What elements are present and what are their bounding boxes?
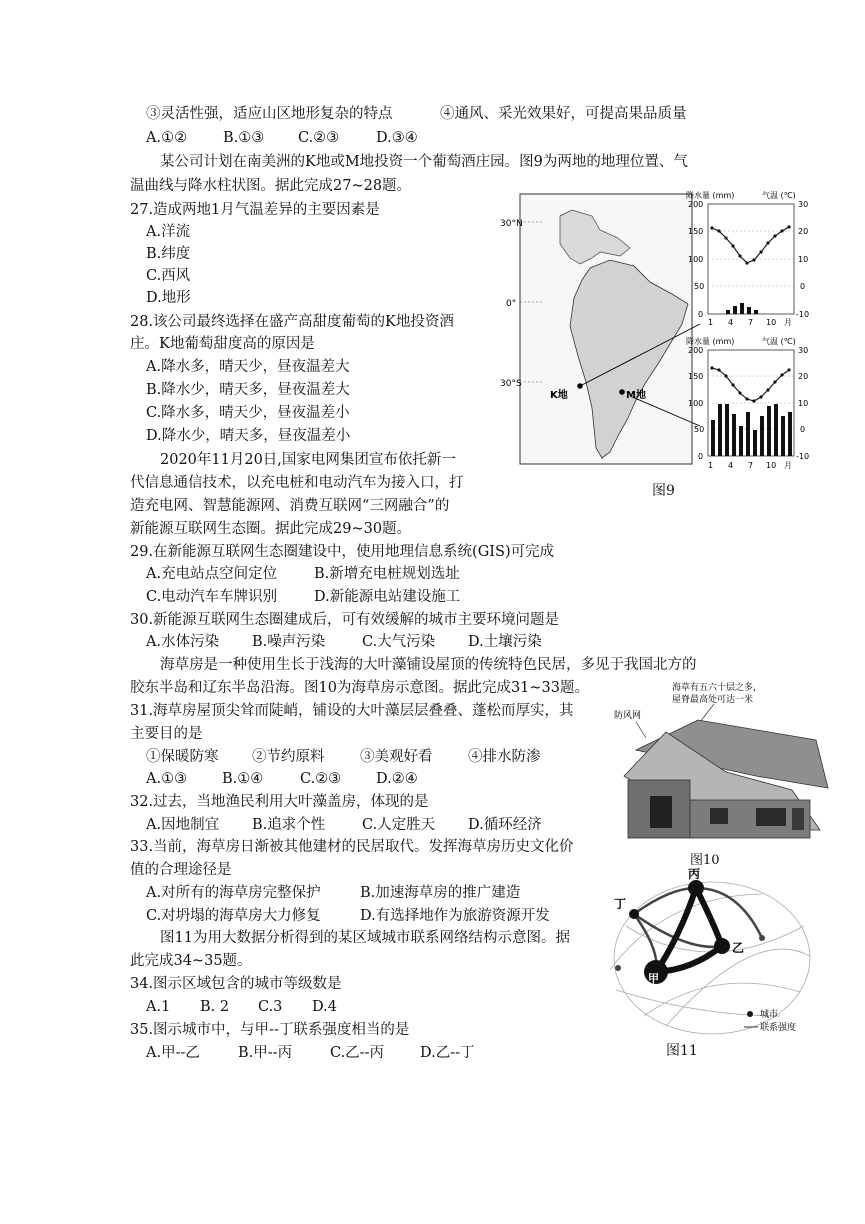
- top-x-tick-7: 7: [748, 318, 754, 327]
- q35-option-b[interactable]: B.甲--丙: [238, 1045, 293, 1061]
- bottom-left-tick-50: 50: [694, 425, 705, 434]
- top-x-tick-4: 4: [728, 318, 734, 327]
- option-c[interactable]: C.②③: [298, 130, 340, 146]
- q28-stem-2: 庄。K地葡萄甜度高的原因是: [130, 336, 315, 352]
- prev-item-4: ④通风、采光效果好，可提高果品质量: [440, 106, 687, 122]
- q29-option-b[interactable]: B.新增充电桩规划选址: [314, 566, 460, 582]
- bottom-x-tick-month: 月: [784, 461, 792, 470]
- q31-option-d[interactable]: D.②④: [376, 771, 418, 787]
- prev-item-3: ③灵活性强，适应山区地形复杂的特点: [146, 106, 393, 122]
- q32-option-c[interactable]: C.人定胜天: [362, 817, 436, 833]
- top-temp-label: 气温 (℃): [762, 191, 796, 200]
- lat-0-label: 0°: [506, 299, 517, 309]
- q33-stem-1: 33.当前，海草房日渐被其他建材的民居取代。发挥海草房历史文化价: [130, 839, 574, 855]
- bottom-precip-label: 降水量 (mm): [686, 337, 735, 346]
- top-left-tick-50: 50: [694, 282, 705, 291]
- q33-option-d[interactable]: D.有选择地作为旅游资源开发: [360, 908, 550, 924]
- top-precip-label: 降水量 (mm): [686, 191, 735, 200]
- q34-option-c[interactable]: C.3: [258, 999, 283, 1015]
- option-d[interactable]: D.③④: [376, 130, 418, 146]
- q29-option-d[interactable]: D.新能源电站建设施工: [314, 589, 461, 605]
- q28-option-b[interactable]: B.降水少，晴天多，昼夜温差大: [146, 382, 350, 398]
- bottom-temp-label: 气温 (℃): [762, 337, 796, 346]
- intro-29-line4: 新能源互联网生态圈。据此完成29~30题。: [130, 521, 412, 537]
- q33-option-b[interactable]: B.加速海草房的推广建造: [360, 885, 521, 901]
- q27-option-a[interactable]: A.洋流: [146, 224, 191, 240]
- q30-option-c[interactable]: C.大气污染: [362, 634, 436, 650]
- q29-option-c[interactable]: C.电动汽车车牌识别: [146, 589, 278, 605]
- q28-option-c[interactable]: C.降水多，晴天少，昼夜温差小: [146, 405, 350, 421]
- q34-option-b[interactable]: B. 2: [200, 999, 230, 1015]
- q31-option-a[interactable]: A.①③: [146, 771, 188, 787]
- city-bing-label: 丙: [688, 867, 701, 881]
- q27-option-b[interactable]: B.纬度: [146, 246, 191, 262]
- q30-stem: 30.新能源互联网生态圈建成后，可有效缓解的城市主要环境问题是: [130, 612, 560, 628]
- q31-item-3: ③美观好看: [360, 749, 433, 765]
- q35-option-a[interactable]: A.甲--乙: [146, 1045, 200, 1061]
- bottom-right-tick-10: 10: [798, 399, 809, 408]
- q32-option-d[interactable]: D.循环经济: [468, 817, 542, 833]
- q28-stem-1: 28.该公司最终选择在盛产高甜度葡萄的K地投资酒: [130, 314, 454, 330]
- bottom-x-tick-1: 1: [708, 461, 714, 470]
- q34-stem: 34.图示区域包含的城市等级数是: [130, 976, 342, 992]
- q33-stem-2: 值的合理途径是: [130, 862, 232, 878]
- top-x-tick-10: 10: [766, 318, 777, 327]
- q31-item-4: ④排水防渗: [468, 749, 541, 765]
- bottom-left-tick-200: 200: [688, 346, 704, 355]
- intro-31-line2: 胶东半岛和辽东半岛沿海。图10为海草房示意图。据此完成31~33题。: [130, 680, 589, 696]
- bottom-right-tick-0: 0: [800, 425, 806, 434]
- option-a[interactable]: A.①②: [146, 130, 188, 146]
- q31-stem-1: 31.海草房屋顶尖耸而陡峭，铺设的大叶藻层层叠叠、蓬松而厚实，其: [130, 703, 574, 719]
- q35-option-c[interactable]: C.乙--丙: [330, 1045, 384, 1061]
- bottom-right-tick-20: 20: [798, 372, 809, 381]
- q27-option-c[interactable]: C.西风: [146, 268, 191, 284]
- q28-option-d[interactable]: D.降水少，晴天多，昼夜温差小: [146, 428, 351, 444]
- top-x-tick-1: 1: [708, 318, 714, 327]
- q30-option-b[interactable]: B.噪声污染: [252, 634, 326, 650]
- climate-chart-m: [686, 336, 809, 470]
- top-right-tick-10: 10: [798, 255, 809, 264]
- top-left-tick-150: 150: [688, 227, 704, 236]
- q35-option-d[interactable]: D.乙--丁: [420, 1045, 475, 1061]
- city-bing: [688, 880, 704, 896]
- top-right-tick-0: 0: [800, 282, 806, 291]
- fig10-note-2: 屋脊最高处可达一米: [672, 695, 754, 705]
- intro-29-line2: 代信息通信技术，以充电桩和电动汽车为接入口，打: [130, 475, 464, 491]
- figure-11: [604, 866, 844, 1038]
- city-yi: [714, 938, 730, 954]
- q28-option-a[interactable]: A.降水多，晴天少，昼夜温差大: [146, 359, 350, 375]
- bottom-left-tick-0: 0: [698, 452, 704, 461]
- top-left-tick-200: 200: [688, 200, 704, 209]
- option-b[interactable]: B.①③: [223, 130, 265, 146]
- figure-9: [500, 186, 822, 486]
- q34-option-d[interactable]: D.4: [312, 999, 337, 1015]
- intro-31-line1: 海草房是一种使用生长于浅海的大叶藻铺设屋顶的传统特色民居，多见于我国北方的: [160, 657, 697, 673]
- bottom-right-tick-30: 30: [798, 346, 809, 355]
- bottom-left-tick-150: 150: [688, 372, 704, 381]
- q27-option-d[interactable]: D.地形: [146, 290, 191, 306]
- q35-stem: 35.图示城市中，与甲--丁联系强度相当的是: [130, 1022, 410, 1038]
- top-left-tick-100: 100: [688, 255, 704, 264]
- k-label: K地: [550, 390, 568, 401]
- city-ding-label: 丁: [614, 897, 627, 911]
- city-ding: [629, 909, 639, 919]
- figure-10-caption: 图10: [690, 853, 720, 868]
- q32-option-b[interactable]: B.追求个性: [252, 817, 326, 833]
- city-jia-label: 甲: [648, 972, 659, 985]
- intro-29-line1: 2020年11月20日,国家电网集团宣布依托新一: [160, 452, 456, 468]
- intro-27-line1: 某公司计划在南美洲的K地或M地投资一个葡萄酒庄园。图9为两地的地理位置、气: [160, 154, 688, 170]
- prev-options: [146, 128, 418, 148]
- q31-option-c[interactable]: C.②③: [300, 771, 342, 787]
- figure-9-caption: 图9: [652, 483, 675, 499]
- q31-option-b[interactable]: B.①④: [222, 771, 264, 787]
- q30-option-d[interactable]: D.土壤污染: [468, 634, 542, 650]
- fig10-note-1: 海草有五六十层之多，: [672, 683, 763, 693]
- q30-option-a[interactable]: A.水体污染: [146, 634, 220, 650]
- figure-11-caption: 图11: [666, 1043, 698, 1059]
- bottom-right-tick-minus10: -10: [796, 452, 810, 461]
- city-yi-label: 乙: [732, 941, 745, 955]
- intro-34-line1: 图11为用大数据分析得到的某区域城市联系网络结构示意图。据: [160, 930, 570, 946]
- lat-30s-label: 30°S: [500, 379, 522, 389]
- bottom-x-tick-4: 4: [728, 461, 734, 470]
- climate-chart-k: [686, 190, 809, 327]
- q33-option-a[interactable]: A.对所有的海草房完整保护: [146, 885, 321, 901]
- q32-stem: 32.过去，当地渔民利用大叶藻盖房，体现的是: [130, 794, 429, 810]
- q29-option-a[interactable]: A.充电站点空间定位: [146, 566, 278, 582]
- top-x-tick-month: 月: [784, 318, 792, 327]
- top-right-tick-30: 30: [798, 200, 809, 209]
- intro-27-line2: 温曲线与降水柱状图。据此完成27~28题。: [130, 178, 412, 194]
- figure-10: [606, 680, 834, 845]
- legend-city: 城市: [760, 1010, 779, 1020]
- q27-stem: 27.造成两地1月气温差异的主要因素是: [130, 202, 380, 218]
- legend-link-strength: 联系强度: [760, 1023, 797, 1033]
- bottom-x-tick-7: 7: [748, 461, 754, 470]
- intro-34-line2: 此完成34~35题。: [130, 953, 252, 969]
- m-point: [619, 389, 625, 395]
- bottom-left-tick-100: 100: [688, 399, 704, 408]
- fig10-label-windbreak: 防风网: [614, 711, 642, 721]
- q31-item-2: ②节约原料: [252, 749, 325, 765]
- q33-option-c[interactable]: C.对坍塌的海草房大力修复: [146, 908, 321, 924]
- q31-item-1: ①保暖防寒: [146, 749, 219, 765]
- top-right-tick-20: 20: [798, 227, 809, 236]
- top-left-tick-0: 0: [698, 310, 704, 319]
- intro-29-line3: 造充电网、智慧能源网、消费互联网“三网融合”的: [130, 498, 450, 514]
- q32-option-a[interactable]: A.因地制宜: [146, 817, 220, 833]
- bottom-x-tick-10: 10: [766, 461, 777, 470]
- top-right-tick-minus10: -10: [796, 310, 810, 319]
- q34-option-a[interactable]: A.1: [146, 999, 171, 1015]
- lat-30n-label: 30°N: [500, 219, 523, 229]
- m-label: M地: [626, 390, 646, 401]
- q31-stem-2: 主要目的是: [130, 726, 203, 742]
- q29-stem: 29.在新能源互联网生态圈建设中，使用地理信息系统(GIS)可完成: [130, 544, 555, 560]
